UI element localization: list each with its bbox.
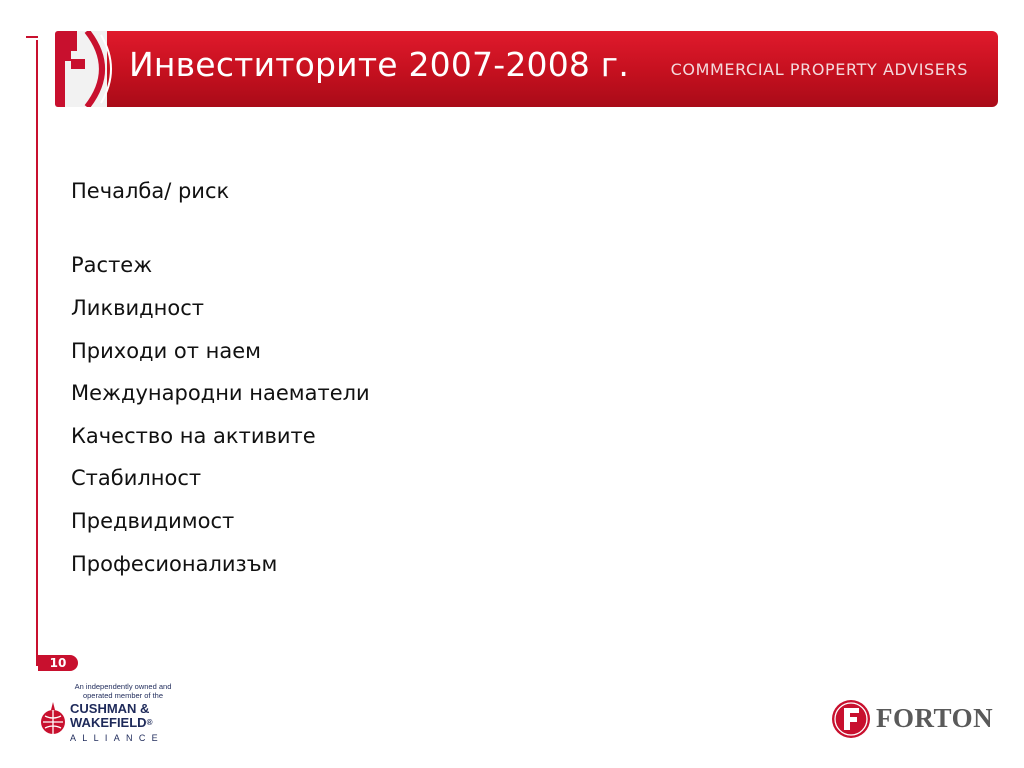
title-bar [55, 31, 998, 107]
left-rule-cap [26, 36, 38, 38]
cw-tagline: An independently owned and operated member of the [74, 682, 172, 700]
row-label: Приходи от наем [71, 339, 262, 363]
cushman-wakefield-logo-text: CUSHMAN & WAKEFIELD® [70, 701, 153, 730]
cushman-wakefield-alliance-text: ALLIANCE [70, 733, 164, 743]
row-label: Международни наематели [71, 381, 370, 405]
forton-logo-text: FORTON [876, 703, 994, 733]
title-tagline: COMMERCIAL PROPERTY ADVISERS [670, 60, 968, 79]
row-label: Предвидимост [71, 509, 235, 533]
row-label: Печалба/ риск [71, 179, 230, 203]
left-rule [36, 40, 38, 666]
row-label: Растеж [71, 253, 153, 277]
row-label: Качество на активите [71, 424, 316, 448]
row-label: Професионализъм [71, 552, 278, 576]
row-label: Ликвидност [71, 296, 205, 320]
cushman-wakefield-globe-icon [38, 700, 68, 736]
page-number: 10 [38, 655, 78, 671]
forton-f-mark-icon [55, 31, 125, 107]
forton-logo-icon [830, 698, 872, 740]
page-title: Инвеститорите 2007-2008 г. [129, 45, 630, 84]
row-label: Стабилност [71, 466, 202, 490]
